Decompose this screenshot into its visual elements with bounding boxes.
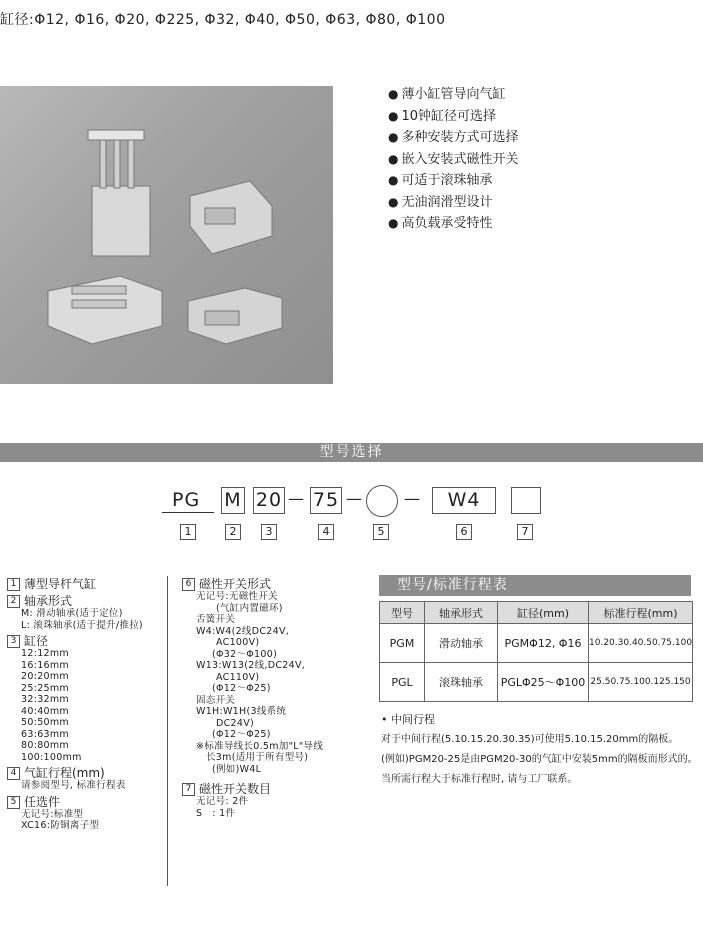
option-line: 32:32mm (21, 694, 69, 705)
bore-sizes-line: 缸径:Φ12, Φ16, Φ20, Φ225, Φ32, Φ40, Φ50, Φ63, Φ80, Φ100 (0, 12, 446, 28)
option-title: 磁性开关数目 (199, 782, 272, 796)
option-heading (7, 796, 165, 809)
stroke-table-title: 型号/标准行程表 (379, 575, 691, 596)
option-line: (Φ12～Φ25) (212, 683, 271, 694)
option-line: (气缸内置磁环) (216, 602, 283, 614)
table-cell: PGL (380, 663, 425, 702)
option-line: 无记号: 2件 (196, 796, 249, 807)
option-line: (Φ32～Φ100) (212, 648, 278, 660)
option-line: W1H:W1H(3线系统 (196, 706, 287, 717)
code-num-7: 7 (517, 524, 533, 540)
code-num-2: 2 (225, 524, 241, 540)
feature-item: ● 高负载承受特性 (388, 213, 519, 235)
feature-item: ● 可适于滚珠轴承 (388, 170, 519, 192)
option-heading (7, 635, 165, 648)
feature-item: ● 多种安装方式可选择 (388, 127, 519, 149)
option-title: 气缸行程(mm) (24, 766, 105, 780)
option-title: 任选件 (24, 794, 61, 809)
options-left-column (7, 574, 165, 832)
code-num-4: 4 (318, 524, 334, 540)
notes-line: 对于中间行程(5.10.15.20.30.35)可使用5.10.15.20mm的隔板。 (381, 734, 679, 745)
code-stroke-box: 75 (310, 487, 342, 514)
product-photo (0, 86, 333, 384)
column-divider (167, 576, 168, 886)
table-cell: 滚珠轴承 (425, 663, 498, 702)
option-line: (例如)W4L (212, 763, 262, 775)
option-line: 16:16mm (21, 659, 69, 671)
code-dash: — (346, 489, 362, 508)
code-pg: PG (172, 489, 201, 511)
option-line: 12:12mm (21, 648, 69, 659)
option-num: 6 (182, 578, 195, 591)
code-underline (162, 512, 214, 513)
option-line: XC16:防铜离子型 (21, 820, 100, 831)
table-cell: PGLΦ25～Φ100 (498, 663, 589, 702)
table-cell: PGM (380, 624, 425, 663)
option-title: 缸径 (24, 634, 49, 648)
option-num: 5 (7, 796, 20, 809)
code-num-6: 6 (456, 524, 472, 540)
code-count-box (511, 487, 541, 514)
options-middle-column (182, 574, 372, 819)
option-title: 薄型导杆气缸 (24, 577, 97, 591)
option-line: DC24V) (216, 717, 255, 729)
option-line: (Φ12～Φ25) (212, 729, 271, 740)
option-line: W13:W13(2线,DC24V, (196, 660, 306, 671)
option-line: 无记号:无磁性开关 (196, 591, 278, 602)
table-row (380, 663, 693, 702)
feature-item: ● 薄小缸管导向气缸 (388, 84, 519, 106)
table-header-row (380, 602, 693, 624)
option-num: 2 (7, 595, 20, 608)
code-num-3: 3 (261, 524, 277, 540)
option-line: ※标准导线长0.5m加"L"导线 (196, 740, 324, 752)
option-line: 无记号:标准型 (21, 808, 84, 820)
option-line: S : 1件 (196, 807, 236, 819)
option-line: L: 滚珠轴承(适于提升/推拉) (21, 619, 143, 631)
option-line: 63:63mm (21, 728, 69, 740)
feature-item: ● 嵌入安装式磁性开关 (388, 149, 519, 171)
option-line: M: 滑动轴承(适于定位) (21, 608, 123, 619)
option-line: 50:50mm (21, 717, 69, 728)
code-option-circle (366, 485, 398, 517)
option-line: AC110V) (216, 671, 260, 683)
option-num: 7 (182, 783, 195, 796)
notes-line: 当所需行程大于标准行程时, 请与工厂联系。 (381, 774, 578, 785)
table-header: 标准行程(mm) (589, 602, 693, 624)
code-dash: — (404, 489, 420, 508)
option-heading (7, 578, 165, 591)
code-m-box: M (221, 487, 245, 514)
option-line: 请参阅型号, 标准行程表 (21, 780, 126, 791)
table-cell: 25.50.75.100.125.150 (589, 663, 693, 702)
table-header: 型号 (380, 602, 425, 624)
feature-item: ● 无油润滑型设计 (388, 192, 519, 214)
option-line: 80:80mm (21, 740, 69, 751)
notes-line: (例如)PGM20-25是由PGM20-30的气缸中安装5mm的隔板而形式的。 (381, 754, 698, 765)
code-bore-box: 20 (253, 487, 285, 514)
table-header: 轴承形式 (425, 602, 498, 624)
notes-title: • 中间行程 (381, 713, 435, 726)
code-num-5: 5 (373, 524, 389, 540)
code-num-1: 1 (180, 524, 196, 540)
code-dash: — (288, 489, 304, 508)
option-line: 舌簧开关 (196, 614, 236, 625)
option-line: 40:40mm (21, 705, 69, 717)
option-heading (7, 767, 165, 780)
option-num: 3 (7, 635, 20, 648)
table-cell: 滑动轴承 (425, 624, 498, 663)
stroke-notes (381, 710, 701, 790)
option-line: 25:25mm (21, 682, 69, 694)
option-line: AC100V) (216, 637, 260, 648)
cylinder-illustration (0, 86, 333, 384)
option-num: 1 (7, 578, 20, 591)
stroke-table (379, 601, 693, 702)
option-num: 4 (7, 767, 20, 780)
feature-list (388, 84, 519, 235)
code-magnet-box: W4 (432, 487, 496, 514)
option-line: 20:20mm (21, 671, 69, 682)
option-line: 长3m(适用于所有型号) (206, 752, 309, 763)
table-cell: PGMΦ12, Φ16 (498, 624, 589, 663)
option-heading (182, 783, 372, 796)
option-title: 磁性开关形式 (199, 577, 272, 591)
table-row (380, 624, 693, 663)
feature-item: ● 10钟缸径可选择 (388, 106, 519, 128)
option-title: 轴承形式 (24, 594, 73, 608)
option-line: 固态开关 (196, 694, 236, 706)
option-heading (7, 595, 165, 608)
option-line: W4:W4(2线DC24V, (196, 625, 290, 637)
table-header: 缸径(mm) (498, 602, 589, 624)
option-line: 100:100mm (21, 751, 82, 763)
table-cell: 10.20.30.40.50.75.100 (589, 624, 693, 663)
option-heading (182, 578, 372, 591)
section-title-bar: 型号选择 (0, 443, 703, 462)
